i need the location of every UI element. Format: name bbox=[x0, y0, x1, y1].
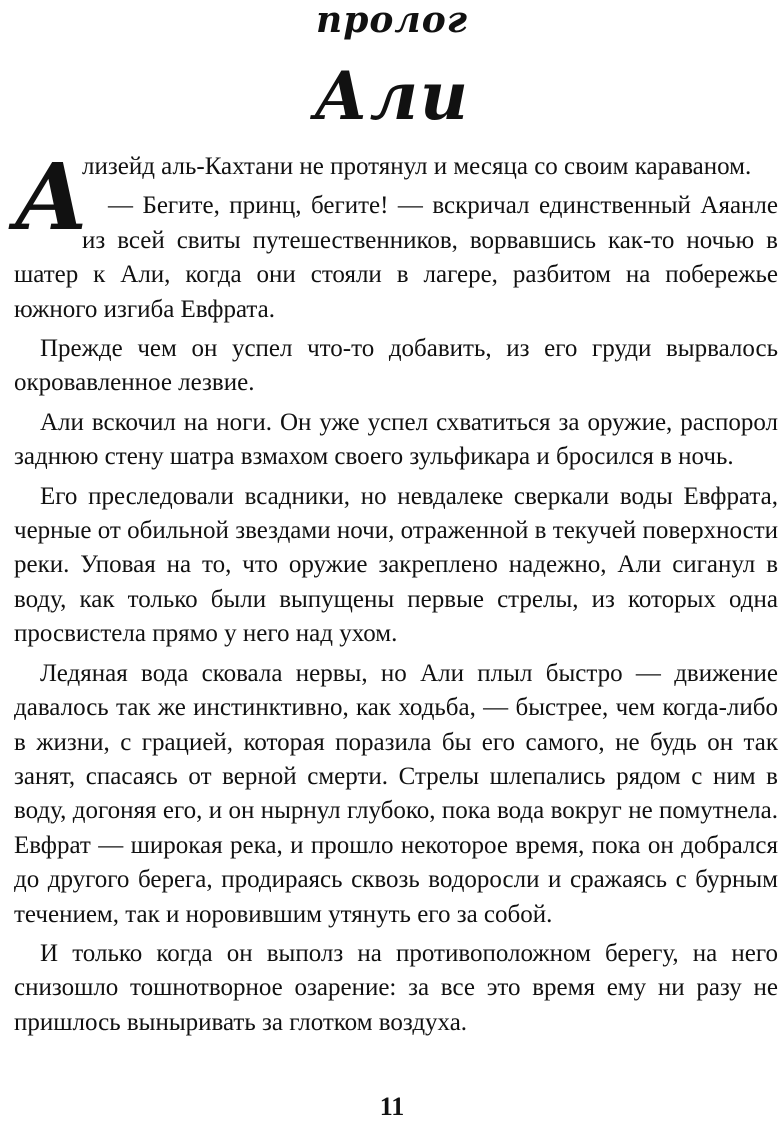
paragraph-6: Ледяная вода сковала нервы, но Али плыл быстро — движение давалось так же инстинктивно, как ходьба, — быстрее, чем когда-либо в жизни, с грацией, которая поразила бы его самого, не будь он так занят, спасаясь от верной смерти. Стрелы шлепались рядом с ним в воду, догоняя его, и он нырнул глубоко, пока вода вокруг не помутнела. Евфрат — широкая река, и прошло некоторое время, пока он добрался до другого берега, продираясь сквозь водоросли и сражаясь с бурным течением, так и норовившим утянуть его за собой. bbox=[14, 659, 778, 928]
drop-cap: А bbox=[14, 143, 89, 251]
paragraph-7: И только когда он выполз на противоположном берегу, на него снизошло тошнотворное озарение: за все это время ему ни разу не пришлось выныривать за глотком воздуха. bbox=[14, 939, 778, 1036]
paragraph-1 bbox=[14, 143, 778, 251]
section-heading: пролог bbox=[316, 0, 468, 41]
chapter-title: Али bbox=[313, 57, 471, 135]
paragraph-3: Прежде чем он успел что-то добавить, из его груди вырвалось окровавленное лезвие. bbox=[14, 335, 778, 397]
page-number: 11 bbox=[379, 1092, 405, 1121]
paragraph-text: лизейд аль-Кахтани не протянул и месяца со своим караваном. bbox=[82, 153, 752, 180]
paragraph-4: Али вскочил на ноги. Он уже успел схватиться за оружие, распорол заднюю стену шатра взмахом своего зульфикара и бросился в ночь. bbox=[14, 408, 778, 471]
paragraph-2: — Бегите, принц, бегите! — вскричал единственный Аяанле из всей свиты путешественников, ворвавшись как-то ночью в шатер к Али, когда они стояли в лагере, разбитом на побережье южного изгиба Евфрата. bbox=[14, 192, 778, 323]
body-text bbox=[14, 143, 778, 1045]
paragraph-5: Его преследовали всадники, но невдалеке сверкали воды Евфрата, черные от обильной звездами ночи, отраженной в текучей поверхности реки. Уповая на то, что оружие закреплено надежно, Али сиганул в воду, как только были выпущены первые стрелы, из которых одна просвистела прямо у него над ухом. bbox=[14, 482, 778, 648]
